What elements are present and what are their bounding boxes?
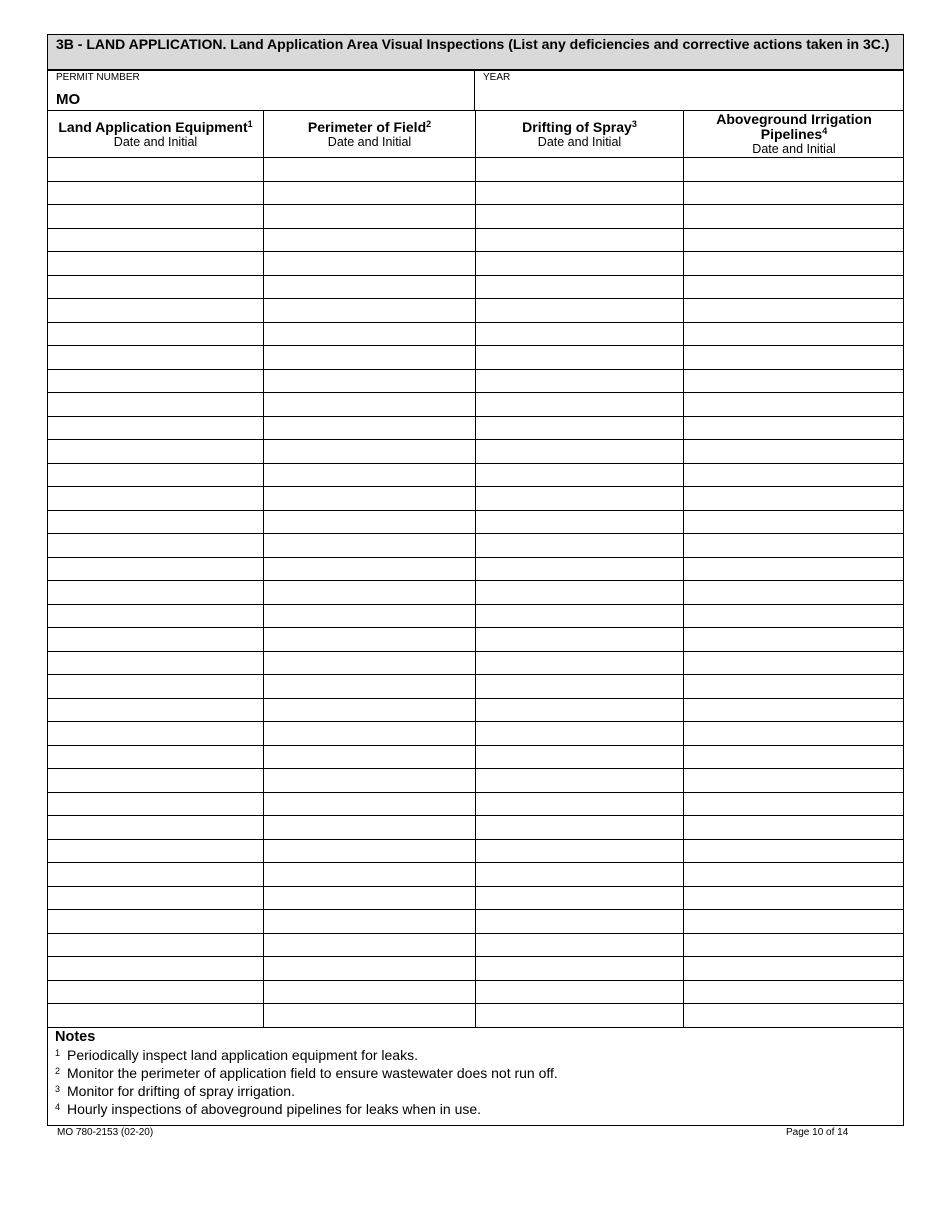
entry-cell-r8-c1[interactable] <box>48 323 264 347</box>
entry-cell-r31-c4[interactable] <box>684 863 904 887</box>
entry-cell-r9-c2[interactable] <box>264 346 476 370</box>
entry-cell-r17-c1[interactable] <box>48 534 264 558</box>
entry-cell-r32-c4[interactable] <box>684 887 904 911</box>
entry-cell-r15-c1[interactable] <box>48 487 264 511</box>
entry-cell-r23-c2[interactable] <box>264 675 476 699</box>
note-item <box>55 1082 558 1100</box>
entry-cell-r28-c1[interactable] <box>48 793 264 817</box>
entry-cell-r26-c2[interactable] <box>264 746 476 770</box>
entry-cell-r14-c1[interactable] <box>48 464 264 488</box>
entry-cell-r10-c1[interactable] <box>48 370 264 394</box>
entry-cell-r36-c2[interactable] <box>264 981 476 1005</box>
entry-cell-r36-c1[interactable] <box>48 981 264 1005</box>
permit-number-value: MO <box>56 91 81 108</box>
entry-cell-r18-c1[interactable] <box>48 558 264 582</box>
entry-cell-r28-c4[interactable] <box>684 793 904 817</box>
entry-cell-r7-c3[interactable] <box>476 299 684 323</box>
entry-cell-r18-c4[interactable] <box>684 558 904 582</box>
entry-cell-r37-c4[interactable] <box>684 1004 904 1028</box>
entry-cell-r36-c4[interactable] <box>684 981 904 1005</box>
entry-cell-r24-c2[interactable] <box>264 699 476 723</box>
entry-cell-r16-c3[interactable] <box>476 511 684 535</box>
column-title: Drifting of Spray <box>522 118 632 135</box>
entry-cell-r30-c2[interactable] <box>264 840 476 864</box>
footnote-ref: 1 <box>247 118 253 129</box>
entry-cell-r20-c3[interactable] <box>476 605 684 629</box>
entry-cell-r27-c4[interactable] <box>684 769 904 793</box>
entry-cell-r9-c1[interactable] <box>48 346 264 370</box>
entry-cell-r29-c3[interactable] <box>476 816 684 840</box>
entry-cell-r34-c1[interactable] <box>48 934 264 958</box>
entry-cell-r19-c2[interactable] <box>264 581 476 605</box>
entry-cell-r20-c2[interactable] <box>264 605 476 629</box>
footnote-number: 1 <box>55 1048 61 1058</box>
entry-cell-r18-c2[interactable] <box>264 558 476 582</box>
entry-cell-r36-c3[interactable] <box>476 981 684 1005</box>
entry-cell-r33-c1[interactable] <box>48 910 264 934</box>
entry-cell-r15-c2[interactable] <box>264 487 476 511</box>
entry-cell-r25-c1[interactable] <box>48 722 264 746</box>
entry-cell-r1-c2[interactable] <box>264 158 476 182</box>
entry-cell-r37-c3[interactable] <box>476 1004 684 1028</box>
entry-cell-r20-c4[interactable] <box>684 605 904 629</box>
note-text: Periodically inspect land application equipment for leaks. <box>67 1047 418 1063</box>
entry-cell-r22-c4[interactable] <box>684 652 904 676</box>
entry-cell-r12-c3[interactable] <box>476 417 684 441</box>
entry-cell-r4-c4[interactable] <box>684 229 904 253</box>
entry-cell-r29-c2[interactable] <box>264 816 476 840</box>
note-text: Monitor for drifting of spray irrigation. <box>67 1083 295 1099</box>
entry-cell-r19-c1[interactable] <box>48 581 264 605</box>
entry-cell-r28-c3[interactable] <box>476 793 684 817</box>
entry-cell-r3-c4[interactable] <box>684 205 904 229</box>
column-subtitle: Date and Initial <box>537 134 622 149</box>
entry-cell-r31-c3[interactable] <box>476 863 684 887</box>
entry-cell-r17-c2[interactable] <box>264 534 476 558</box>
entry-cell-r9-c3[interactable] <box>476 346 684 370</box>
entry-cell-r15-c4[interactable] <box>684 487 904 511</box>
entry-cell-r29-c1[interactable] <box>48 816 264 840</box>
footnote-ref: 2 <box>426 118 432 129</box>
note-item <box>55 1046 558 1064</box>
entry-cell-r24-c4[interactable] <box>684 699 904 723</box>
entry-cell-r19-c3[interactable] <box>476 581 684 605</box>
entry-cell-r23-c4[interactable] <box>684 675 904 699</box>
notes-section <box>55 1029 558 1118</box>
column-header-3 <box>476 111 684 158</box>
entry-cell-r33-c4[interactable] <box>684 910 904 934</box>
column-subtitle: Date and Initial <box>113 134 198 149</box>
entry-cell-r12-c4[interactable] <box>684 417 904 441</box>
column-header-2 <box>264 111 476 158</box>
entry-cell-r22-c1[interactable] <box>48 652 264 676</box>
entry-cell-r35-c4[interactable] <box>684 957 904 981</box>
entry-cell-r28-c2[interactable] <box>264 793 476 817</box>
entry-cell-r25-c3[interactable] <box>476 722 684 746</box>
entry-cell-r34-c2[interactable] <box>264 934 476 958</box>
entry-cell-r21-c3[interactable] <box>476 628 684 652</box>
entry-cell-r20-c1[interactable] <box>48 605 264 629</box>
column-subtitle: Date and Initial <box>327 134 412 149</box>
entry-cell-r7-c1[interactable] <box>48 299 264 323</box>
entry-cell-r35-c1[interactable] <box>48 957 264 981</box>
entry-cell-r16-c4[interactable] <box>684 511 904 535</box>
entry-cell-r25-c2[interactable] <box>264 722 476 746</box>
entry-cell-r16-c1[interactable] <box>48 511 264 535</box>
entry-cell-r32-c1[interactable] <box>48 887 264 911</box>
entry-cell-r15-c3[interactable] <box>476 487 684 511</box>
entry-cell-r10-c4[interactable] <box>684 370 904 394</box>
entry-cell-r6-c3[interactable] <box>476 276 684 300</box>
column-title: Aboveground Irrigation Pipelines <box>716 111 872 142</box>
entry-cell-r12-c1[interactable] <box>48 417 264 441</box>
footnote-number: 2 <box>55 1066 61 1076</box>
entry-cell-r2-c3[interactable] <box>476 182 684 206</box>
entry-cell-r3-c3[interactable] <box>476 205 684 229</box>
entry-cell-r17-c4[interactable] <box>684 534 904 558</box>
entry-cell-r37-c2[interactable] <box>264 1004 476 1028</box>
entry-cell-r3-c1[interactable] <box>48 205 264 229</box>
footnote-ref: 3 <box>631 118 637 129</box>
entry-cell-r21-c2[interactable] <box>264 628 476 652</box>
page-number: Page 10 of 14 <box>786 1127 849 1138</box>
entry-cell-r8-c3[interactable] <box>476 323 684 347</box>
entry-cell-r34-c3[interactable] <box>476 934 684 958</box>
entry-cell-r1-c4[interactable] <box>684 158 904 182</box>
entry-cell-r10-c2[interactable] <box>264 370 476 394</box>
note-item <box>55 1064 558 1082</box>
entry-cell-r8-c2[interactable] <box>264 323 476 347</box>
entry-cell-r5-c3[interactable] <box>476 252 684 276</box>
entry-cell-r6-c2[interactable] <box>264 276 476 300</box>
entry-cell-r6-c4[interactable] <box>684 276 904 300</box>
permit-number-label: PERMIT NUMBER <box>56 72 140 83</box>
entry-cell-r23-c1[interactable] <box>48 675 264 699</box>
entry-cell-r7-c4[interactable] <box>684 299 904 323</box>
entry-cell-r9-c4[interactable] <box>684 346 904 370</box>
entry-cell-r2-c4[interactable] <box>684 182 904 206</box>
entry-cell-r8-c4[interactable] <box>684 323 904 347</box>
entry-cell-r6-c1[interactable] <box>48 276 264 300</box>
note-text: Monitor the perimeter of application field to ensure wastewater does not run off. <box>67 1065 558 1081</box>
entry-cell-r26-c1[interactable] <box>48 746 264 770</box>
entry-cell-r3-c2[interactable] <box>264 205 476 229</box>
entry-cell-r30-c3[interactable] <box>476 840 684 864</box>
entry-cell-r1-c1[interactable] <box>48 158 264 182</box>
entry-cell-r32-c2[interactable] <box>264 887 476 911</box>
footnote-ref: 4 <box>822 126 828 136</box>
entry-cell-r5-c1[interactable] <box>48 252 264 276</box>
column-title: Perimeter of Field <box>307 118 427 135</box>
entry-cell-r32-c3[interactable] <box>476 887 684 911</box>
entry-cell-r35-c2[interactable] <box>264 957 476 981</box>
entry-cell-r5-c4[interactable] <box>684 252 904 276</box>
note-text: Hourly inspections of aboveground pipelines for leaks when in use. <box>67 1101 482 1117</box>
entry-cell-r29-c4[interactable] <box>684 816 904 840</box>
note-item <box>55 1100 558 1118</box>
entry-cell-r33-c2[interactable] <box>264 910 476 934</box>
footnote-number: 4 <box>55 1102 61 1112</box>
entry-cell-r24-c3[interactable] <box>476 699 684 723</box>
entry-cell-r11-c1[interactable] <box>48 393 264 417</box>
section-title: 3B - LAND APPLICATION. Land Application Area Visual Inspections (List any deficiencies and corrective actions taken in 3C.) <box>48 35 903 71</box>
entry-cell-r13-c2[interactable] <box>264 440 476 464</box>
entry-cell-r14-c3[interactable] <box>476 464 684 488</box>
form-id: MO 780-2153 (02-20) <box>57 1127 154 1138</box>
entry-cell-r2-c1[interactable] <box>48 182 264 206</box>
entry-cell-r35-c3[interactable] <box>476 957 684 981</box>
entry-cell-r13-c3[interactable] <box>476 440 684 464</box>
entry-cell-r1-c3[interactable] <box>476 158 684 182</box>
entry-cell-r13-c1[interactable] <box>48 440 264 464</box>
entry-cell-r4-c3[interactable] <box>476 229 684 253</box>
entry-cell-r11-c3[interactable] <box>476 393 684 417</box>
footnote-number: 3 <box>55 1084 61 1094</box>
entry-cell-r25-c4[interactable] <box>684 722 904 746</box>
entry-cell-r34-c4[interactable] <box>684 934 904 958</box>
inspection-form <box>47 34 904 1126</box>
column-subtitle: Date and Initial <box>752 142 836 156</box>
entry-cell-r27-c3[interactable] <box>476 769 684 793</box>
column-title: Land Application Equipment <box>58 118 248 135</box>
entry-cell-r11-c2[interactable] <box>264 393 476 417</box>
column-header-4 <box>684 111 904 158</box>
entry-cell-r18-c3[interactable] <box>476 558 684 582</box>
entry-cell-r24-c1[interactable] <box>48 699 264 723</box>
entry-cell-r19-c4[interactable] <box>684 581 904 605</box>
entry-cell-r7-c2[interactable] <box>264 299 476 323</box>
entry-cell-r13-c4[interactable] <box>684 440 904 464</box>
entry-cell-r10-c3[interactable] <box>476 370 684 394</box>
notes-heading: Notes <box>55 1029 96 1045</box>
entry-cell-r17-c3[interactable] <box>476 534 684 558</box>
entry-cell-r21-c4[interactable] <box>684 628 904 652</box>
entry-cell-r14-c2[interactable] <box>264 464 476 488</box>
entry-cell-r22-c2[interactable] <box>264 652 476 676</box>
entry-cell-r33-c3[interactable] <box>476 910 684 934</box>
entry-cell-r2-c2[interactable] <box>264 182 476 206</box>
entry-cell-r30-c1[interactable] <box>48 840 264 864</box>
entry-cell-r21-c1[interactable] <box>48 628 264 652</box>
entry-cell-r22-c3[interactable] <box>476 652 684 676</box>
year-label: YEAR <box>483 72 511 83</box>
entry-cell-r23-c3[interactable] <box>476 675 684 699</box>
entry-cell-r14-c4[interactable] <box>684 464 904 488</box>
entry-cell-r11-c4[interactable] <box>684 393 904 417</box>
column-header-1 <box>48 111 264 158</box>
entry-cell-r12-c2[interactable] <box>264 417 476 441</box>
entry-cell-r4-c1[interactable] <box>48 229 264 253</box>
permit-number-field[interactable] <box>48 71 475 111</box>
entry-cell-r5-c2[interactable] <box>264 252 476 276</box>
entry-cell-r26-c3[interactable] <box>476 746 684 770</box>
entry-cell-r31-c1[interactable] <box>48 863 264 887</box>
entry-cell-r16-c2[interactable] <box>264 511 476 535</box>
entry-cell-r27-c2[interactable] <box>264 769 476 793</box>
entry-cell-r37-c1[interactable] <box>48 1004 264 1028</box>
year-field[interactable] <box>475 71 903 111</box>
entry-cell-r30-c4[interactable] <box>684 840 904 864</box>
entry-cell-r26-c4[interactable] <box>684 746 904 770</box>
entry-cell-r27-c1[interactable] <box>48 769 264 793</box>
entry-cell-r4-c2[interactable] <box>264 229 476 253</box>
entry-cell-r31-c2[interactable] <box>264 863 476 887</box>
